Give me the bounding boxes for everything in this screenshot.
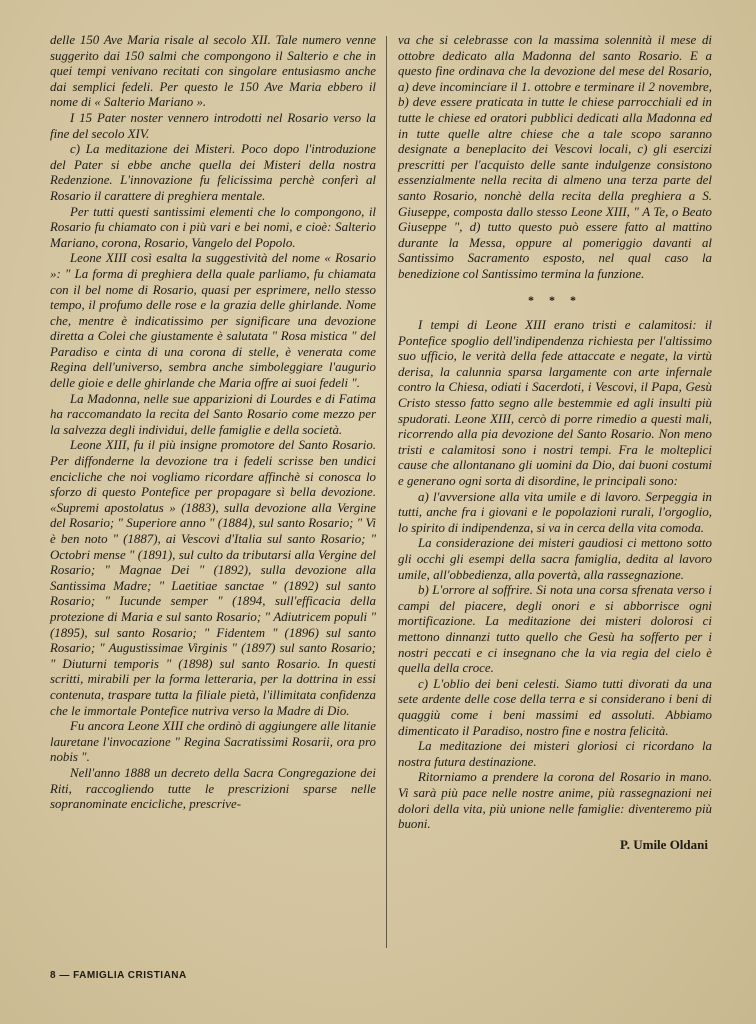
paragraph: va che si celebrasse con la massima solennità il mese di ottobre dedicato alla Madonna del santo Rosario. E a questo fine ordinava che la devozione del mese del Rosario, a) deve incominciare il 1. ottobre e terminare il 2 novembre, b) deve essere praticata in tutte le chiese parrocchiali ed in tutte le chiese ed oratori pubblici dedicati alla Madonna ed in tutte quelle altre chiese che a tale scopo saranno designate a beneplacito dei Vescovi locali, c) gli esercizi prescritti per l'acquisto delle sante indulgenze consistono essenzialmente nella recita di almeno una terza parte del santo Rosario, nonchè della recita della preghiera a S. Giuseppe, composta dallo stesso Leone XIII, " A Te, o Beato Giuseppe ", d) tutto questo può essere fatto al mattino durante la Messa, oppure al pomeriggio davanti al Santissimo Sacramento esposto, nel qual caso la benedizione col Santissimo termina la funzione. <box>398 33 712 281</box>
paragraph: Leone XIII così esalta la suggestività del nome « Rosario »: " La forma di preghiera della quale parliamo, fu chiamata con il bel nome di Rosario, quasi per esprimere, nello stesso tempo, il profumo delle rose e la grazia delle ghirlande. Nome che, mentre è indicatissimo per significare una devozione diretta a Colei che giustamente è salutata " Rosa mistica " del Paradiso e cinta di una corona di stelle, è venerata come Regina dell'universo, sembra anche simboleggiare l'augurio delle gioie e delle ghirlande che Maria offre ai suoi fedeli ". <box>50 251 376 391</box>
paragraph: La meditazione dei misteri gloriosi ci ricordano la nostra futura destinazione. <box>398 739 712 769</box>
paragraph: Leone XIII, fu il più insigne promotore del Santo Rosario. Per diffonderne la devozione tra i fedeli scrisse ben undici encicliche che noi vogliamo ricordare affinchè si conosca lo sforzo di questo Pontefice per propagare sì bella devozione. «Supremi apostolatus » (1883), sulla devozione alla Vergine del Rosario; " Superiore anno " (1884), sul santo Rosario; " Vi è ben noto " (1887), ai Vescovi d'Italia sul santo Rosario; " Octobri mense " (1891), sul culto da tributarsi alla Vergine del Rosario; " Magnae Dei " (1892), sulla devozione alla Santissima Madre; " Laetitiae sanctae " (1892) sul santo Rosario; " Iucunde semper " (1894, sull'efficacia della protezione di Maria e sul santo Rosario; " Adiutricem populi " (1895), sul santo Rosario; " Fidentem " (1896) sul santo Rosario; " Augustissimae Virginis " (1897) sul santo Rosario; " Diuturni temporis " (1898) sul santo Rosario. In questi scritti, mirabili per la forma letteraria, per la dottrina in essi contenuta, traspare tutta la filiale pietà, l'illimitata confidenza che le immortale Pontefice nutriva verso la Madre di Dio. <box>50 438 376 718</box>
paragraph: I tempi di Leone XIII erano tristi e calamitosi: il Pontefice spoglio dell'indipendenza richiesta per l'altissimo suo ufficio, le verità della fede attaccate e negate, la virtù derisa, la calunnia sparsa largamente con arte infernale contro la Chiesa, odiati i Sacerdoti, i Vescovi, il Papa, Gesù Cristo stesso fatto segno alle bestemmie ed agli insulti più spudorati. Leone XIII, cercò di porre rimedio a questi mali, ricorrendo alla pia devozione del Santo Rosario. Non meno tristi e calamitosi sono i nostri tempi. Fra le molteplici cause che allontanano gli uomini da Dio, dai buoni costumi e generano ogni sorta di disordine, le principali sono: <box>398 318 712 489</box>
paragraph: Per tutti questi santissimi elementi che lo compongono, il Rosario fu chiamato con i più vari e bei nomi, e cioè: Salterio Mariano, corona, Rosario, Vangelo del Popolo. <box>50 204 376 250</box>
paragraph: c) L'oblio dei beni celesti. Siamo tutti divorati da una sete ardente delle cose della terra e si considerano i beni di quaggiù come i beni massimi ed assoluti. Abbiamo dimenticato il Paradiso, nostro fine e nostra felicità. <box>398 676 712 738</box>
paragraph: c) La meditazione dei Misteri. Poco dopo l'introduzione del Pater si ebbe anche quella dei Misteri della nostra Redenzione. L'innovazione fu felicissima perchè conferì al Rosario il carattere di preghiera mentale. <box>50 142 376 203</box>
paragraph: Nell'anno 1888 un decreto della Sacra Congregazione dei Riti, raccogliendo tutte le prescrizioni sparse nelle sopranominate encicliche, prescrive- <box>50 765 376 812</box>
column-divider <box>386 36 387 948</box>
paragraph: b) L'orrore al soffrire. Si nota una corsa sfrenata verso i campi del piacere, degli onori e si abborrisce ogni mortificazione. La meditazione dei misteri dolorosi ci mettono dinnanzi tutto quello che Gesù ha sofferto per i nostri peccati e ci insegnano che la via regia del cielo è quella della croce. <box>398 583 712 676</box>
right-column <box>398 33 712 852</box>
author-signature: P. Umile Oldani <box>619 836 708 852</box>
paragraph: I 15 Pater noster vennero introdotti nel Rosario verso la fine del secolo XIV. <box>50 110 376 141</box>
paragraph: Ritorniamo a prendere la corona del Rosario in mano. Vi sarà più pace nelle nostre anime, più rassegnazioni nei dolori della vita, più unione nelle famiglie: diventeremo più buoni. <box>398 770 712 832</box>
paragraph: a) l'avversione alla vita umile e di lavoro. Serpeggia in tutti, anche fra i giovani e le popolazioni rurali, l'orgoglio, lo spirito di indipendenza, si va in cerca della vita comoda. <box>398 489 712 535</box>
paragraph: delle 150 Ave Maria risale al secolo XII. Tale numero venne suggerito dai 150 salmi che compongono il Salterio e che in quei tempi venivano recitati con singolare entusiasmo anche dai semplici fedeli. Per questo le 150 Ave Maria ebbero il nome di « Salterio Mariano ». <box>50 33 376 110</box>
paragraph: Fu ancora Leone XIII che ordinò di aggiungere alle litanie lauretane l'invocazione " Regina Sacratissimi Rosarii, ora pro nobis ". <box>50 719 376 765</box>
left-column <box>50 33 376 813</box>
paragraph: La Madonna, nelle sue apparizioni di Lourdes e di Fatima ha raccomandato la recita del Santo Rosario come mezzo per la salvezza degli individui, delle famiglie e della società. <box>50 391 376 437</box>
section-separator: * * * <box>528 292 582 307</box>
paragraph: La considerazione dei misteri gaudiosi ci mettono sotto gli occhi gli esempi della sacra famiglia, dedita al lavoro umile, all'obbedienza, alla povertà, alla rassegnazione. <box>398 536 712 582</box>
page-footer: 8 — FAMIGLIA CRISTIANA <box>50 970 187 981</box>
